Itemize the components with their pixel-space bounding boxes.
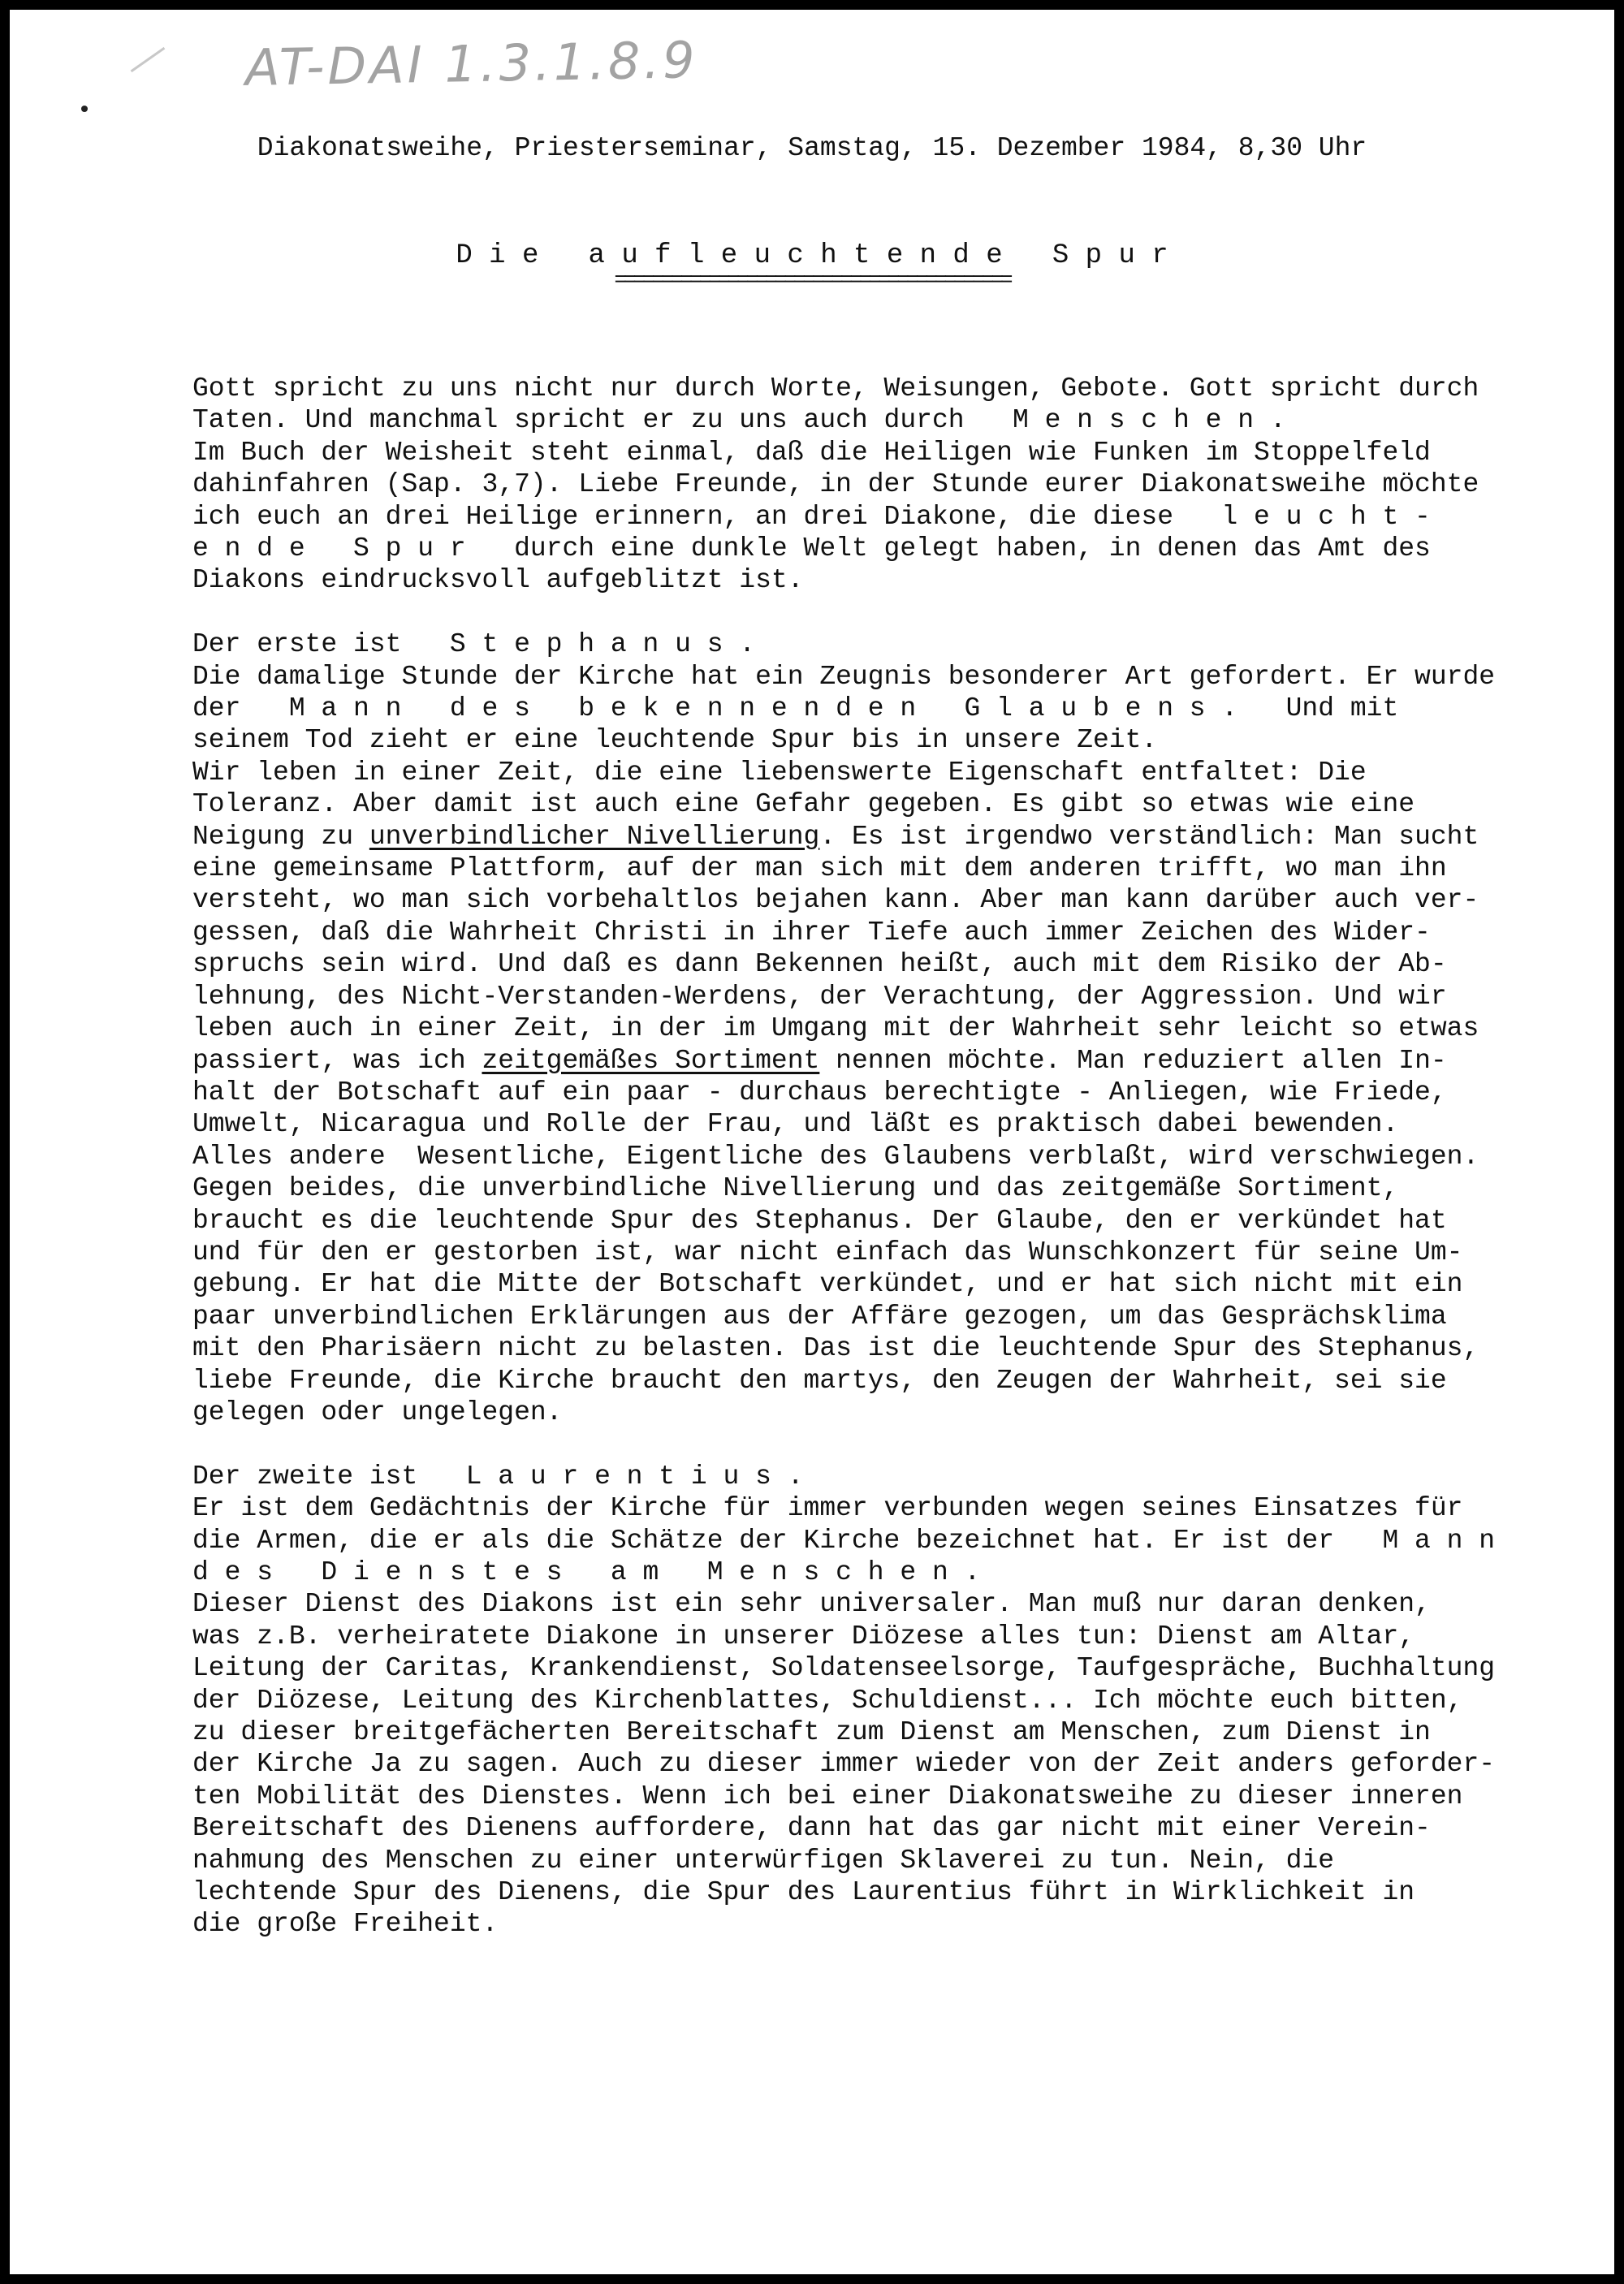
text-line: spruchs sein wird. Und daß es dann Bekennen heißt, auch mit dem Risiko der Ab- — [192, 949, 1447, 980]
ink-dot-mark — [81, 106, 88, 112]
text-line: der M a n n d e s b e k e n n e n d e n G l a u b e n s . Und mit — [192, 693, 1399, 724]
text-line: dahinfahren (Sap. 3,7). Liebe Freunde, in der Stunde eurer Diakonatsweihe möchte — [192, 469, 1479, 500]
text-line: halt der Botschaft auf ein paar - durchaus berechtigte - Anliegen, wie Friede, — [192, 1077, 1447, 1107]
text-line: Toleranz. Aber damit ist auch eine Gefahr gegeben. Es gibt so etwas wie eine — [192, 789, 1415, 820]
text-line: eine gemeinsame Plattform, auf der man sich mit dem anderen trifft, wo man ihn — [192, 853, 1447, 884]
document-title: D i e a u f l e u c h t e n d e S p u r — [456, 240, 1168, 271]
document-body — [192, 373, 1605, 1941]
text-line: Taten. Und manchmal spricht er zu uns auch durch M e n s c h e n . — [192, 405, 1286, 436]
section-heading-stephanus: Der erste ist S t e p h a n u s . — [192, 629, 756, 660]
text-line: Diakons eindrucksvoll aufgeblitzt ist. — [192, 565, 804, 596]
text-line: Im Buch der Weisheit steht einmal, daß die Heiligen wie Funken im Stoppelfeld — [192, 437, 1431, 468]
text-line: gelegen oder ungelegen. — [192, 1397, 563, 1427]
text-line: ten Mobilität des Dienstes. Wenn ich bei einer Diakonatsweihe zu dieser inneren — [192, 1781, 1463, 1811]
text-line: und für den er gestorben ist, war nicht einfach das Wunschkonzert für seine Um- — [192, 1237, 1463, 1267]
text-line: paar unverbindlichen Erklärungen aus der Affäre gezogen, um das Gesprächsklima — [192, 1301, 1447, 1332]
text-line: Bereitschaft des Dienens auffordere, dann hat das gar nicht mit einer Verein- — [192, 1813, 1431, 1844]
text-line: Er ist dem Gedächtnis der Kirche für immer verbunden wegen seines Einsatzes für — [192, 1493, 1463, 1524]
text-line: zu dieser breitgefächerten Bereitschaft zum Dienst am Menschen, zum Dienst in — [192, 1717, 1431, 1748]
text-line — [192, 1045, 1605, 1077]
pen-stroke-mark — [131, 47, 166, 72]
text-line: seinem Tod zieht er eine leuchtende Spur bis in unsere Zeit. — [192, 725, 1158, 756]
text-line: Alles andere Wesentliche, Eigentliche des Glaubens verblaßt, wird verschwiegen. — [192, 1141, 1479, 1172]
text-line: ich euch an drei Heilige erinnern, an drei Diakone, die diese l e u c h t - — [192, 501, 1431, 532]
text-line: versteht, wo man sich vorbehaltlos bejahen kann. Aber man kann darüber auch ver- — [192, 885, 1479, 916]
section-heading-laurentius: Der zweite ist L a u r e n t i u s . — [192, 1461, 804, 1492]
text-line: was z.B. verheiratete Diakone in unserer Diözese alles tun: Dienst am Altar, — [192, 1621, 1415, 1651]
text-line: d e s D i e n s t e s a m M e n s c h e n . — [192, 1557, 981, 1587]
text-line: die Armen, die er als die Schätze der Kirche bezeichnet hat. Er ist der M a n n — [192, 1525, 1496, 1556]
text-line: gessen, daß die Wahrheit Christi in ihrer Tiefe auch immer Zeichen des Wider- — [192, 917, 1431, 948]
text-line: Dieser Dienst des Diakons ist ein sehr universaler. Man muß nur daran denken, — [192, 1589, 1431, 1620]
text-line: mit den Pharisäern nicht zu belasten. Das ist die leuchtende Spur des Stephanus, — [192, 1333, 1479, 1364]
text-line: Gegen beides, die unverbindliche Nivellierung und das zeitgemäße Sortiment, — [192, 1173, 1399, 1204]
text-line: lehnung, des Nicht-Verstanden-Werdens, der Verachtung, der Aggression. Und wir — [192, 981, 1447, 1012]
text-line: Die damalige Stunde der Kirche hat ein Zeugnis besonderer Art gefordert. Er wurde — [192, 661, 1496, 692]
underlined-phrase: zeitgemäßes Sortiment — [482, 1045, 820, 1076]
underlined-phrase: unverbindlicher Nivellierung — [369, 821, 820, 852]
text-line: Gott spricht zu uns nicht nur durch Worte, Weisungen, Gebote. Gott spricht durch — [192, 373, 1479, 404]
title-underline: ========================================== — [614, 268, 1010, 292]
text-line: lechtende Spur des Dienens, die Spur des Laurentius führt in Wirklichkeit in — [192, 1877, 1415, 1908]
paragraph-gap — [192, 597, 1605, 628]
text-segment: . Es ist irgendwo verständlich: Man sucht — [819, 821, 1479, 852]
text-segment: nennen möchte. Man reduziert allen In- — [819, 1045, 1447, 1076]
text-line: Leitung der Caritas, Krankendienst, Soldatenseelsorge, Taufgespräche, Buchhaltung — [192, 1653, 1496, 1684]
document-header: Diakonatsweihe, Priesterseminar, Samstag, 15. Dezember 1984, 8,30 Uhr — [257, 133, 1367, 163]
text-line: Umwelt, Nicaragua und Rolle der Frau, und läßt es praktisch dabei bewenden. — [192, 1109, 1399, 1140]
document-page — [10, 10, 1614, 2274]
text-line: e n d e S p u r durch eine dunkle Welt gelegt haben, in denen das Amt des — [192, 533, 1431, 564]
text-line: die große Freiheit. — [192, 1909, 499, 1940]
text-segment: passiert, was ich — [192, 1045, 482, 1076]
text-line: Wir leben in einer Zeit, die eine liebenswerte Eigenschaft entfaltet: Die — [192, 757, 1367, 788]
paragraph-gap — [192, 1428, 1605, 1460]
text-line: liebe Freunde, die Kirche braucht den martys, den Zeugen der Wahrheit, sei sie — [192, 1365, 1447, 1396]
text-line: braucht es die leuchtende Spur des Stephanus. Der Glaube, den er verkündet hat — [192, 1205, 1447, 1236]
text-segment: Neigung zu — [192, 821, 369, 852]
text-line: der Diözese, Leitung des Kirchenblattes, Schuldienst... Ich möchte euch bitten, — [192, 1685, 1463, 1716]
text-line — [192, 821, 1605, 853]
text-line: nahmung des Menschen zu einer unterwürfigen Sklaverei zu tun. Nein, die — [192, 1845, 1335, 1876]
text-line: der Kirche Ja zu sagen. Auch zu dieser immer wieder von der Zeit anders geforder- — [192, 1749, 1496, 1780]
archive-reference: AT-DAI 1.3.1.8.9 — [244, 30, 699, 97]
text-line: gebung. Er hat die Mitte der Botschaft verkündet, und er hat sich nicht mit ein — [192, 1269, 1463, 1300]
text-line: leben auch in einer Zeit, in der im Umgang mit der Wahrheit sehr leicht so etwas — [192, 1013, 1479, 1044]
